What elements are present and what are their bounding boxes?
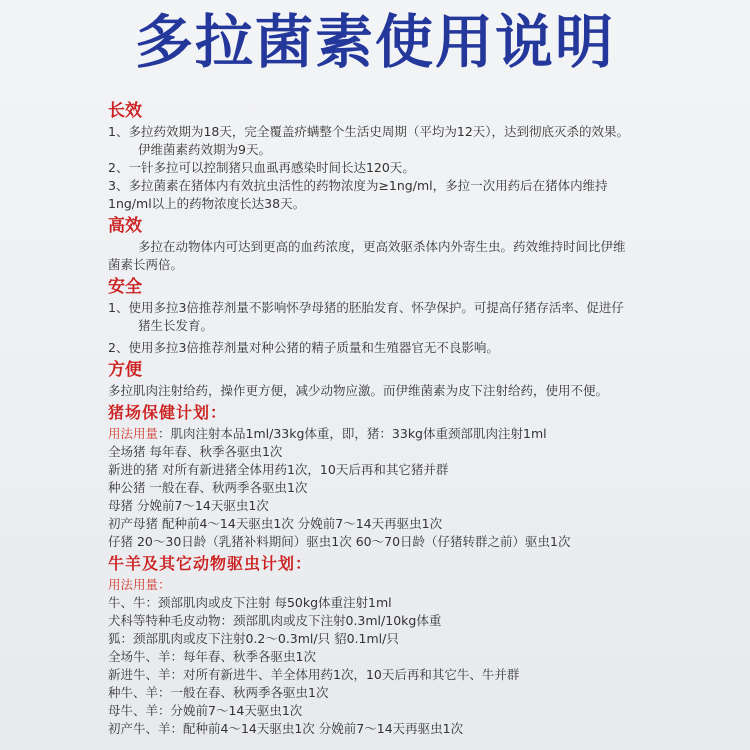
cattle-plan-line-3: 狐：颈部肌肉或皮下注射0.2～0.3ml/只 貂0.1ml/只 bbox=[108, 631, 399, 646]
safety-line-2: 猪生长发育。 bbox=[138, 318, 214, 333]
pig-usage-label: 用法用量 bbox=[108, 426, 159, 441]
pig-plan-line-1: 全场猪 每年春、秋季各驱虫1次 bbox=[108, 444, 283, 459]
heading-safety: 安全 bbox=[108, 277, 142, 297]
heading-high-efficacy: 高效 bbox=[108, 216, 142, 236]
long-acting-line-1: 1、多拉药效期为18天，完全覆盖疥螨整个生活史周期（平均为12天），达到彻底灭杀的效果。 bbox=[108, 124, 630, 139]
long-acting-line-5: 1ng/ml以上的药物浓度长达38天。 bbox=[108, 196, 306, 211]
convenience-line-1: 多拉肌肉注射给药，操作更方便，减少动物应激。而伊维菌素为皮下注射给药，使用不便。 bbox=[108, 383, 609, 398]
pig-plan-line-4: 母猪 分娩前7～14天驱虫1次 bbox=[108, 498, 269, 513]
cattle-plan-line-1: 牛、牛：颈部肌肉或皮下注射 每50kg体重注射1ml bbox=[108, 595, 392, 610]
safety-line-3: 2、使用多拉3倍推荐剂量对种公猪的精子质量和生殖器官无不良影响。 bbox=[108, 340, 499, 355]
pig-usage-line bbox=[100, 425, 740, 443]
high-efficacy-line-2: 菌素长两倍。 bbox=[108, 257, 184, 272]
pig-usage-text: ：肌肉注射本品1ml/33kg体重，即，猪：33kg体重颈部肌肉注射1ml bbox=[158, 426, 547, 441]
pig-plan-line-2: 新进的猪 对所有新进猪全体用药1次，10天后再和其它猪并群 bbox=[108, 462, 449, 477]
pig-plan-line-3: 种公猪 一般在春、秋两季各驱虫1次 bbox=[108, 480, 308, 495]
safety-line-1: 1、使用多拉3倍推荐剂量不影响怀孕母猪的胚胎发育、怀孕保护。可提高仔猪存活率、促进仔 bbox=[108, 300, 624, 315]
heading-long-acting: 长效 bbox=[108, 101, 142, 121]
pig-plan-line-6: 仔猪 20～30日龄（乳猪补料期间）驱虫1次 60～70日龄（仔猪转群之前）驱虫1次 bbox=[108, 534, 571, 549]
long-acting-line-4: 3、多拉菌素在猪体内有效抗虫活性的药物浓度为≥1ng/ml，多拉一次用药后在猪体内维持 bbox=[108, 178, 608, 193]
page-title: 多拉菌素使用说明 bbox=[134, 8, 615, 76]
cattle-plan-line-7: 母牛、羊：分娩前7～14天驱虫1次 bbox=[108, 703, 303, 718]
cattle-plan-line-5: 新进牛、羊：对所有新进牛、羊全体用药1次，10天后再和其它牛、牛并群 bbox=[108, 667, 520, 682]
cattle-plan-line-4: 全场牛、羊：每年春、秋季各驱虫1次 bbox=[108, 649, 316, 664]
heading-pig-plan: 猪场保健计划： bbox=[108, 403, 228, 422]
cattle-plan-line-6: 种牛、羊：一般在春、秋两季各驱虫1次 bbox=[108, 685, 329, 700]
long-acting-line-3: 2、一针多拉可以控制猪只血虱再感染时间长达120天。 bbox=[108, 160, 415, 175]
cattle-plan-line-2: 犬科等特种毛皮动物：颈部肌肉或皮下注射0.3ml/10kg体重 bbox=[108, 613, 442, 628]
heading-convenience: 方便 bbox=[108, 360, 142, 380]
cattle-usage-label: 用法用量： bbox=[108, 577, 171, 592]
heading-cattle-plan: 牛羊及其它动物驱虫计划： bbox=[108, 554, 313, 573]
pig-plan-line-5: 初产母猪 配种前4～14天驱虫1次 分娩前7～14天再驱虫1次 bbox=[108, 516, 443, 531]
cattle-plan-line-8: 初产牛、羊：配种前4～14天驱虫1次 分娩前7～14天再驱虫1次 bbox=[108, 721, 464, 736]
content bbox=[100, 98, 740, 738]
long-acting-line-2: 伊维菌素药效期为9天。 bbox=[138, 142, 271, 157]
high-efficacy-line-1: 多拉在动物体内可达到更高的血药浓度，更高效驱杀体内外寄生虫。药效维持时间比伊维 bbox=[138, 239, 626, 254]
